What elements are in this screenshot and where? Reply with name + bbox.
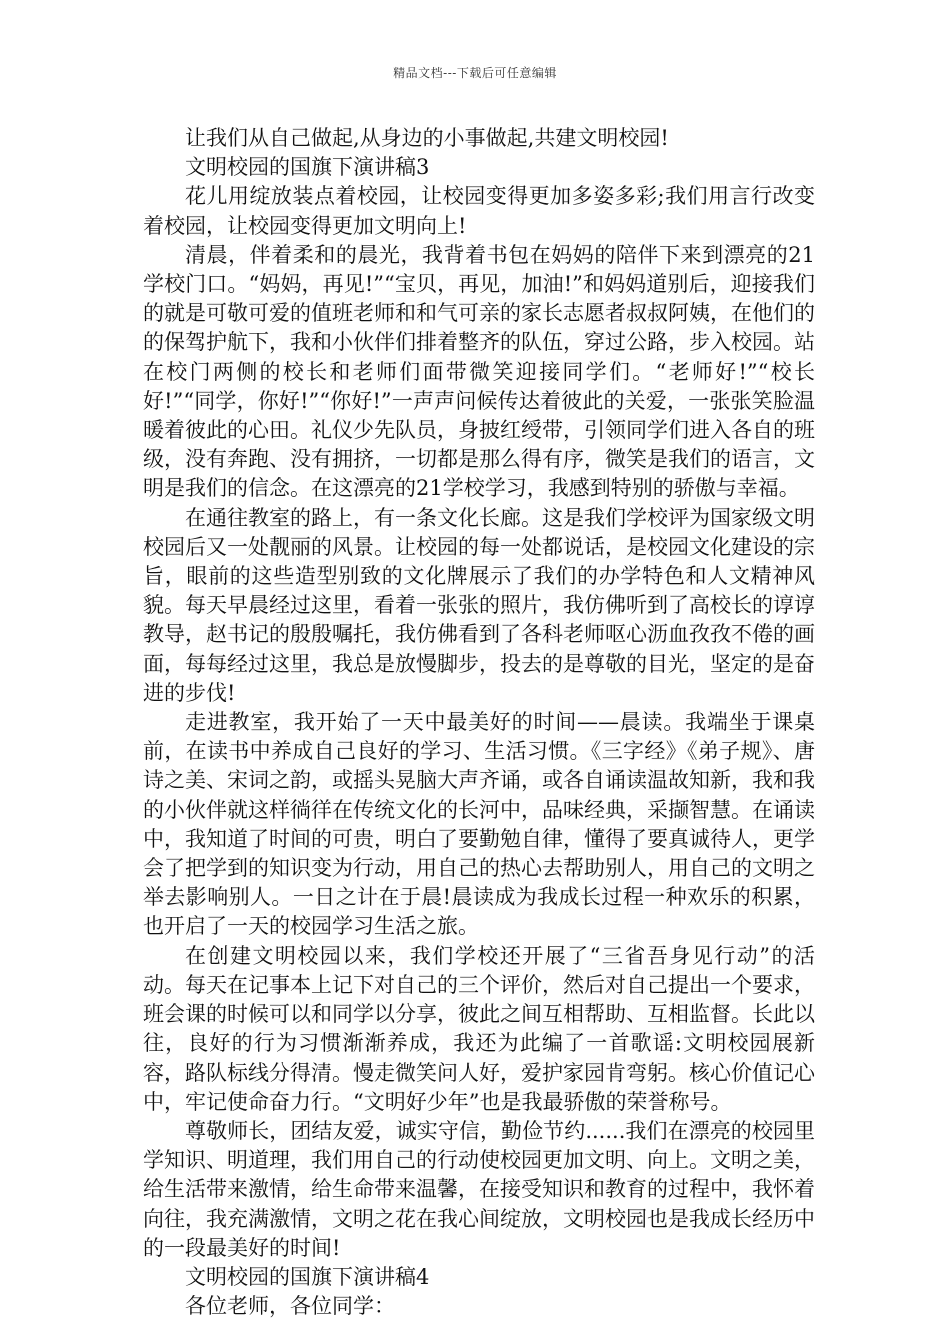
paragraph: 花儿用绽放装点着校园，让校园变得更加多姿多彩;我们用言行改变着校园，让校园变得更加文明向上!: [143, 184, 815, 238]
section-heading: 文明校园的国旗下演讲稿3: [185, 155, 430, 180]
paragraph: 在通往教室的路上，有一条文化长廊。这是我们学校评为国家级文明校园后又一处靓丽的风景。让校园的每一处都说话，是校园文化建设的宗旨，眼前的这些造型别致的文化牌展示了我们的办学特色和人文精神风貌。每天早晨经过这里，看着一张张的照片，我仿佛听到了高校长的谆谆教导，赵书记的殷殷嘱托，我仿佛看到了各科老师呕心沥血孜孜不倦的画面，每每经过这里，我总是放慢脚步，投去的是尊敬的目光，坚定的是奋进的步伐!: [143, 505, 815, 705]
paragraph: 清晨，伴着柔和的晨光，我背着书包在妈妈的陪伴下来到漂亮的21学校门口。“妈妈，再见!”“宝贝，再见，加油!”和妈妈道别后，迎接我们的就是可敬可爱的值班老师和和气可亲的家长志愿者叔叔阿姨，在他们的的保驾护航下，我和小伙伴们排着整齐的队伍，穿过公路，步入校园。站在校门两侧的校长和老师们面带微笑迎接同学们。“老师好!”“校长好!”“同学，你好!”“你好!”一声声问候传达着彼此的关爱，一张张笑脸温暖着彼此的心田。礼仪少先队员，身披红绶带，引领同学们进入各自的班级，没有奔跑、没有拥挤，一切都是那么得有序，微笑是我们的语言，文明是我们的信念。在这漂亮的21学校学习，我感到特别的骄傲与幸福。: [143, 242, 815, 501]
page-header: 精品文档---下载后可任意编辑: [393, 66, 557, 80]
paragraph: 在创建文明校园以来，我们学校还开展了“三省吾身见行动”的活动。每天在记事本上记下对自己的三个评价，然后对自己提出一个要求，班会课的时候可以和同学以分享，彼此之间互相帮助、互相监督。长此以往，良好的行为习惯渐渐养成，我还为此编了一首歌谣:文明校园展新容，路队标线分得清。慢走微笑问人好，爱护家园肯弯躬。核心价值记心中，牢记使命奋力行。“文明好少年”也是我最骄傲的荣誉称号。: [143, 943, 815, 1114]
greeting: 各位老师，各位同学：: [185, 1294, 395, 1319]
paragraph: 走进教室，我开始了一天中最美好的时间——晨读。我端坐于课桌前，在读书中养成自己良好的学习、生活习惯。《三字经》《弟子规》、唐诗之美、宋词之韵，或摇头晃脑大声齐诵，或各自诵读温故知新，我和我的小伙伴就这样徜徉在传统文化的长河中，品味经典，采撷智慧。在诵读中，我知道了时间的可贵，明白了要勤勉自律，懂得了要真诚待人，更学会了把学到的知识变为行动，用自己的热心去帮助别人，用自己的文明之举去影响别人。一日之计在于晨!晨读成为我成长过程一种欢乐的积累，也开启了一天的校园学习生活之旅。: [143, 710, 815, 939]
document-body: [143, 124, 815, 1321]
section-heading: 文明校园的国旗下演讲稿4: [185, 1264, 430, 1289]
paragraph: 尊敬师长，团结友爱，诚实守信，勤俭节约......我们在漂亮的校园里学知识、明道理，我们用自己的行动使校园更加文明、向上。文明之美，给生活带来激情，给生命带来温馨，在接受知识和教育的过程中，我怀着向往，我充满激情，文明之花在我心间绽放，文明校园也是我成长经历中的一段最美好的时间!: [143, 1118, 815, 1260]
paragraph: 让我们从自己做起,从身边的小事做起,共建文明校园!: [185, 126, 669, 150]
